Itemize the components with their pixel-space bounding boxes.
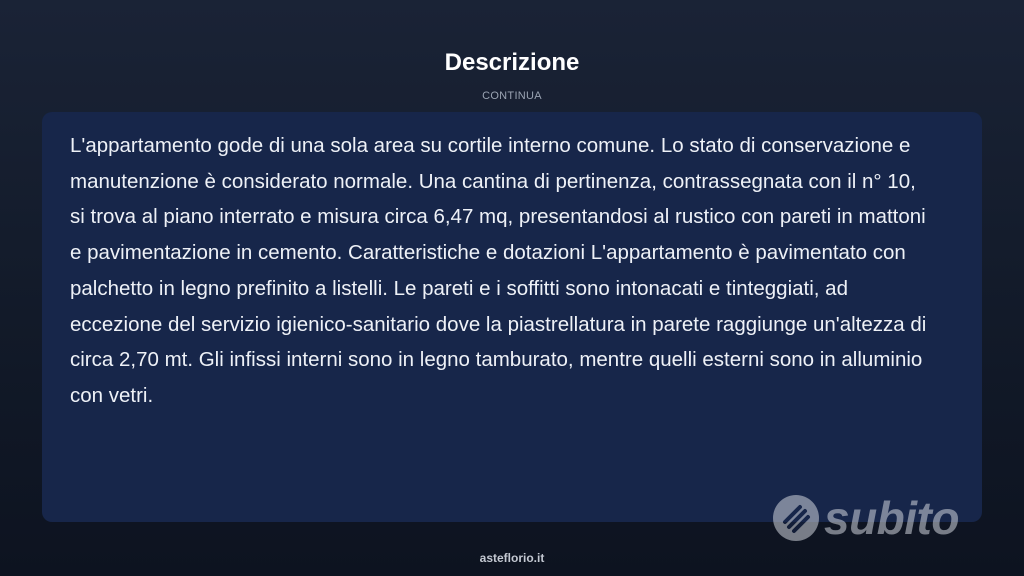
- subito-watermark: [772, 492, 959, 544]
- description-text: L'appartamento gode di una sola area su cortile interno comune. Lo stato di conservazione e manutenzione è considerato normale. Una cantina di pertinenza, contrassegnata con il n° 10, si trova al piano interrato e misura circa 6,47 mq, presentandosi al rustico con pareti in mattoni e pavimentazione in cemento. Caratteristiche e dotazioni L'appartamento è pavimentato con palchetto in legno prefinito a listelli. Le pareti e i soffitti sono intonacati e tinteggiati, ad eccezione del servizio igienico-sanitario dove la piastrellatura in parete raggiunge un'altezza di circa 2,70 mt. Gli infissi interni sono in legno tamburato, mentre quelli esterni sono in alluminio con vetri.: [70, 134, 927, 407]
- continue-label: CONTINUA: [482, 90, 542, 102]
- subito-wordmark: subito: [824, 492, 959, 544]
- subito-logo-icon: [772, 494, 820, 542]
- description-card: [42, 112, 982, 522]
- page-title: Descrizione: [444, 49, 580, 76]
- footer-site: asteflorio.it: [479, 551, 545, 565]
